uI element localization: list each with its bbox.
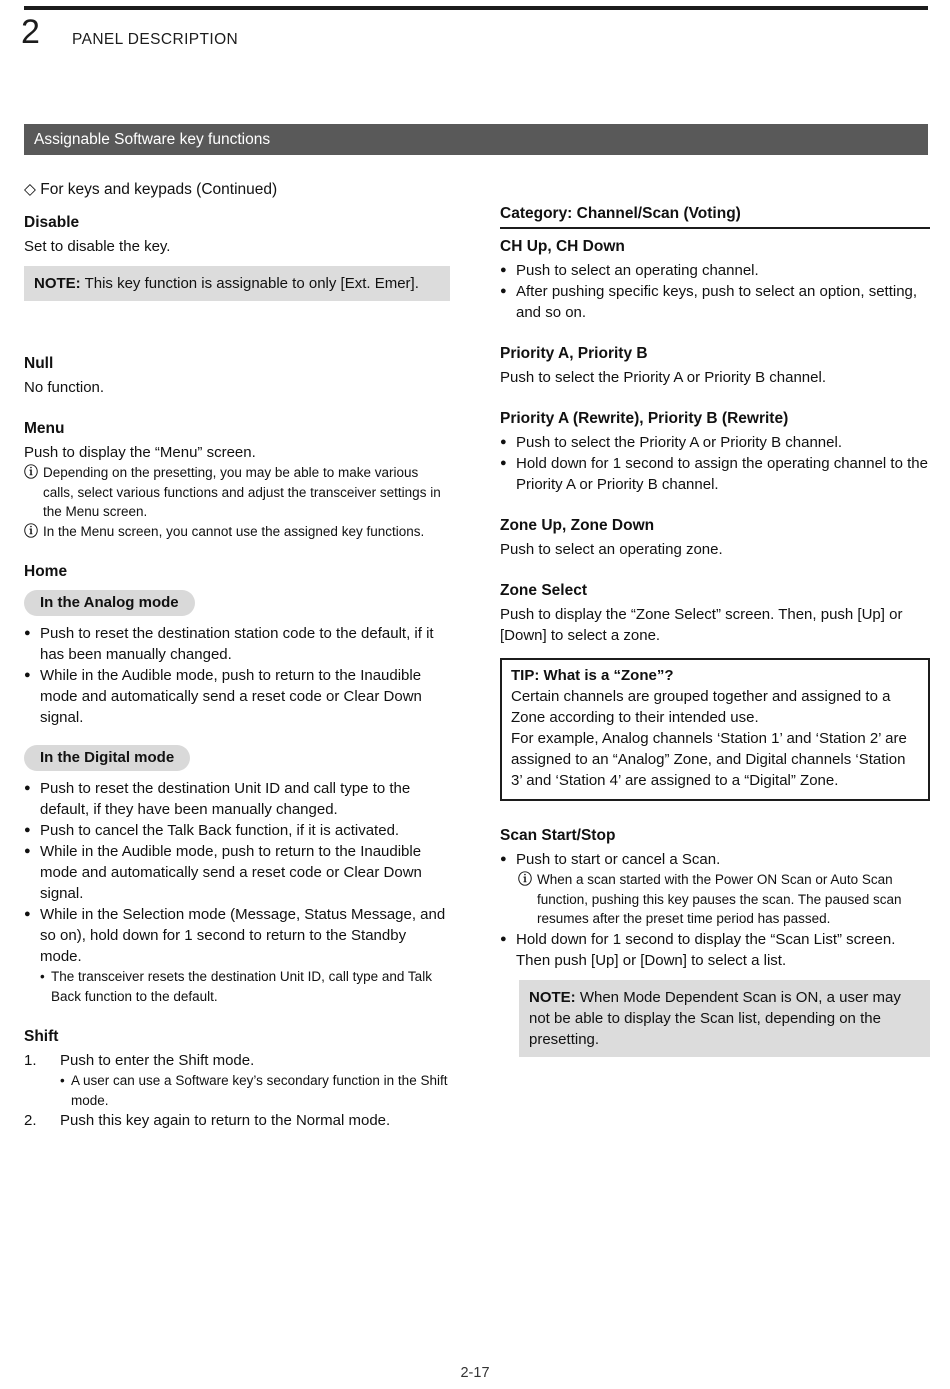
bullet-icon: ● <box>24 845 31 857</box>
digital-bullet <box>24 904 450 967</box>
priority-body: Push to select the Priority A or Priority B channel. <box>500 369 826 386</box>
digital-bullet-text: While in the Selection mode (Message, Status Message, and so on), hold down for 1 second to return to the Standby mode. <box>40 906 446 965</box>
category-heading: Category: Channel/Scan (Voting) <box>500 203 930 229</box>
scan-bullet-text: Hold down for 1 second to display the “Scan List” screen. Then push [Up] or [Down] to select a list. <box>516 930 896 969</box>
digital-bullet <box>24 778 450 820</box>
top-rule <box>24 6 928 10</box>
priority-rewrite-bullet <box>500 432 930 453</box>
analog-bullet <box>24 665 450 728</box>
heading-null: Null <box>24 355 54 372</box>
priority-rewrite-bullet <box>500 453 930 495</box>
section-banner: Assignable Software key functions <box>24 124 928 155</box>
null-body: No function. <box>24 379 105 396</box>
chapter-title: PANEL DESCRIPTION <box>72 31 239 48</box>
left-column <box>24 179 450 1131</box>
spacer <box>24 307 450 333</box>
heading-home: Home <box>24 563 68 580</box>
bullet-icon: ● <box>500 264 507 276</box>
ch-bullet-text: After pushing specific keys, push to select an option, setting, and so on. <box>516 283 918 321</box>
zone-select-body: Push to display the “Zone Select” screen. Then, push [Up] or [Down] to select a zone. <box>500 606 903 644</box>
note-box-disable <box>24 266 450 301</box>
step-number: 2. <box>24 1112 37 1129</box>
bullet-icon: ● <box>24 824 31 836</box>
digital-bullet-text: Push to cancel the Talk Back function, if it is activated. <box>40 822 400 839</box>
analog-mode-badge: In the Analog mode <box>24 590 195 616</box>
bullet-icon: ● <box>500 285 507 297</box>
bullet-icon: ● <box>500 436 507 448</box>
bullet-icon: ● <box>24 627 31 639</box>
priority-rewrite-bullet-text: Push to select the Priority A or Priority B channel. <box>516 434 842 451</box>
digital-sub-bullet <box>40 967 450 1006</box>
heading-menu: Menu <box>24 420 65 437</box>
ch-bullet-text: Push to select an operating channel. <box>516 262 759 279</box>
subsection-title: ◇ For keys and keypads (Continued) <box>24 181 278 198</box>
menu-body: Push to display the “Menu” screen. <box>24 444 256 461</box>
menu-info-text: Depending on the presetting, you may be able to make various calls, select various functions and adjust the transceiver settings in the Menu screen. <box>43 465 441 519</box>
digital-mode-badge: In the Digital mode <box>24 745 190 771</box>
digital-bullet <box>24 820 450 841</box>
step-number: 1. <box>24 1052 37 1069</box>
note-box-scan <box>519 980 930 1057</box>
heading-priority-rewrite: Priority A (Rewrite), Priority B (Rewrite) <box>500 410 789 427</box>
info-icon: ⓘ <box>24 464 38 480</box>
note-text: This key function is assignable to only [Ext. Emer]. <box>84 275 419 292</box>
digital-sub-bullet-text: The transceiver resets the destination Unit ID, call type and Talk Back function to the default. <box>51 969 432 1004</box>
disable-body: Set to disable the key. <box>24 238 171 255</box>
note-label: NOTE: <box>34 275 81 292</box>
ch-bullet <box>500 281 930 323</box>
note-label: NOTE: <box>529 988 576 1006</box>
bullet-icon: ● <box>500 932 507 945</box>
heading-shift: Shift <box>24 1028 59 1045</box>
page-number: 2-17 <box>460 1365 490 1381</box>
info-icon: ⓘ <box>24 522 38 539</box>
scan-info-note <box>518 870 930 929</box>
ch-bullet <box>500 260 930 281</box>
heading-ch-up-down: CH Up, CH Down <box>500 238 625 255</box>
digital-bullet-text: Push to reset the destination Unit ID and call type to the default, if they have been manually changed. <box>40 780 411 818</box>
heading-zone-up-down: Zone Up, Zone Down <box>500 517 655 534</box>
chapter-number: 2 <box>21 13 40 51</box>
tip-line: Certain channels are grouped together and assigned to a Zone according to their intended use. <box>511 688 891 726</box>
bullet-icon: ● <box>500 457 507 469</box>
menu-info-text: In the Menu screen, you cannot use the assigned key functions. <box>43 523 425 539</box>
heading-priority: Priority A, Priority B <box>500 345 648 362</box>
scan-bullet <box>500 849 930 870</box>
digital-mode-badge-row <box>24 740 450 778</box>
spacer <box>24 728 450 740</box>
analog-bullet-text: Push to reset the destination station code to the default, if it has been manually changed. <box>40 625 434 663</box>
tip-title: TIP: What is a “Zone”? <box>511 667 674 684</box>
bullet-icon: ● <box>24 908 31 920</box>
note-text: When Mode Dependent Scan is ON, a user may not be able to display the Scan list, depending on the presetting. <box>529 988 901 1048</box>
menu-info-note <box>24 463 450 522</box>
bullet-icon: ● <box>24 669 31 681</box>
analog-mode-badge-row <box>24 585 450 623</box>
zone-up-down-body: Push to select an operating zone. <box>500 541 723 558</box>
sub-bullet-icon: • <box>60 1073 65 1088</box>
shift-step <box>24 1110 450 1131</box>
sub-bullet-icon: • <box>40 969 45 984</box>
tip-line: For example, Analog channels ‘Station 1’ and ‘Station 2’ are assigned to an “Analog” Zone, and Digital channels ‘Station 3’ and ‘Station 4’ are assigned to a “Digital” Zone. <box>511 730 907 789</box>
scan-bullet-text: Push to start or cancel a Scan. <box>516 851 721 868</box>
shift-step <box>24 1050 450 1071</box>
analog-bullet <box>24 623 450 665</box>
shift-step-sub <box>60 1071 450 1110</box>
heading-scan: Scan Start/Stop <box>500 827 616 844</box>
analog-bullet-text: While in the Audible mode, push to return to the Inaudible mode and automatically send a reset code or Clear Down signal. <box>40 667 422 726</box>
right-column <box>500 203 930 1063</box>
shift-step-sub-text: A user can use a Software key’s secondary function in the Shift mode. <box>71 1073 448 1108</box>
heading-disable: Disable <box>24 214 80 231</box>
info-icon: ⓘ <box>518 871 532 887</box>
bullet-icon: ● <box>24 782 31 794</box>
shift-step-text: Push to enter the Shift mode. <box>60 1052 255 1069</box>
scan-bullet <box>500 929 930 971</box>
menu-info-note <box>24 522 450 542</box>
digital-bullet <box>24 841 450 904</box>
tip-box <box>500 658 930 801</box>
heading-zone-select: Zone Select <box>500 582 587 599</box>
priority-rewrite-bullet-text: Hold down for 1 second to assign the operating channel to the Priority A or Priority B channel. <box>516 455 928 493</box>
bullet-icon: ● <box>500 853 507 865</box>
shift-step-text: Push this key again to return to the Normal mode. <box>60 1112 391 1129</box>
scan-info-text: When a scan started with the Power ON Scan or Auto Scan function, pushing this key pauses the scan. The paused scan resumes after the preset time period has passed. <box>537 872 902 926</box>
digital-bullet-text: While in the Audible mode, push to return to the Inaudible mode and automatically send a reset code or Clear Down signal. <box>40 843 422 902</box>
